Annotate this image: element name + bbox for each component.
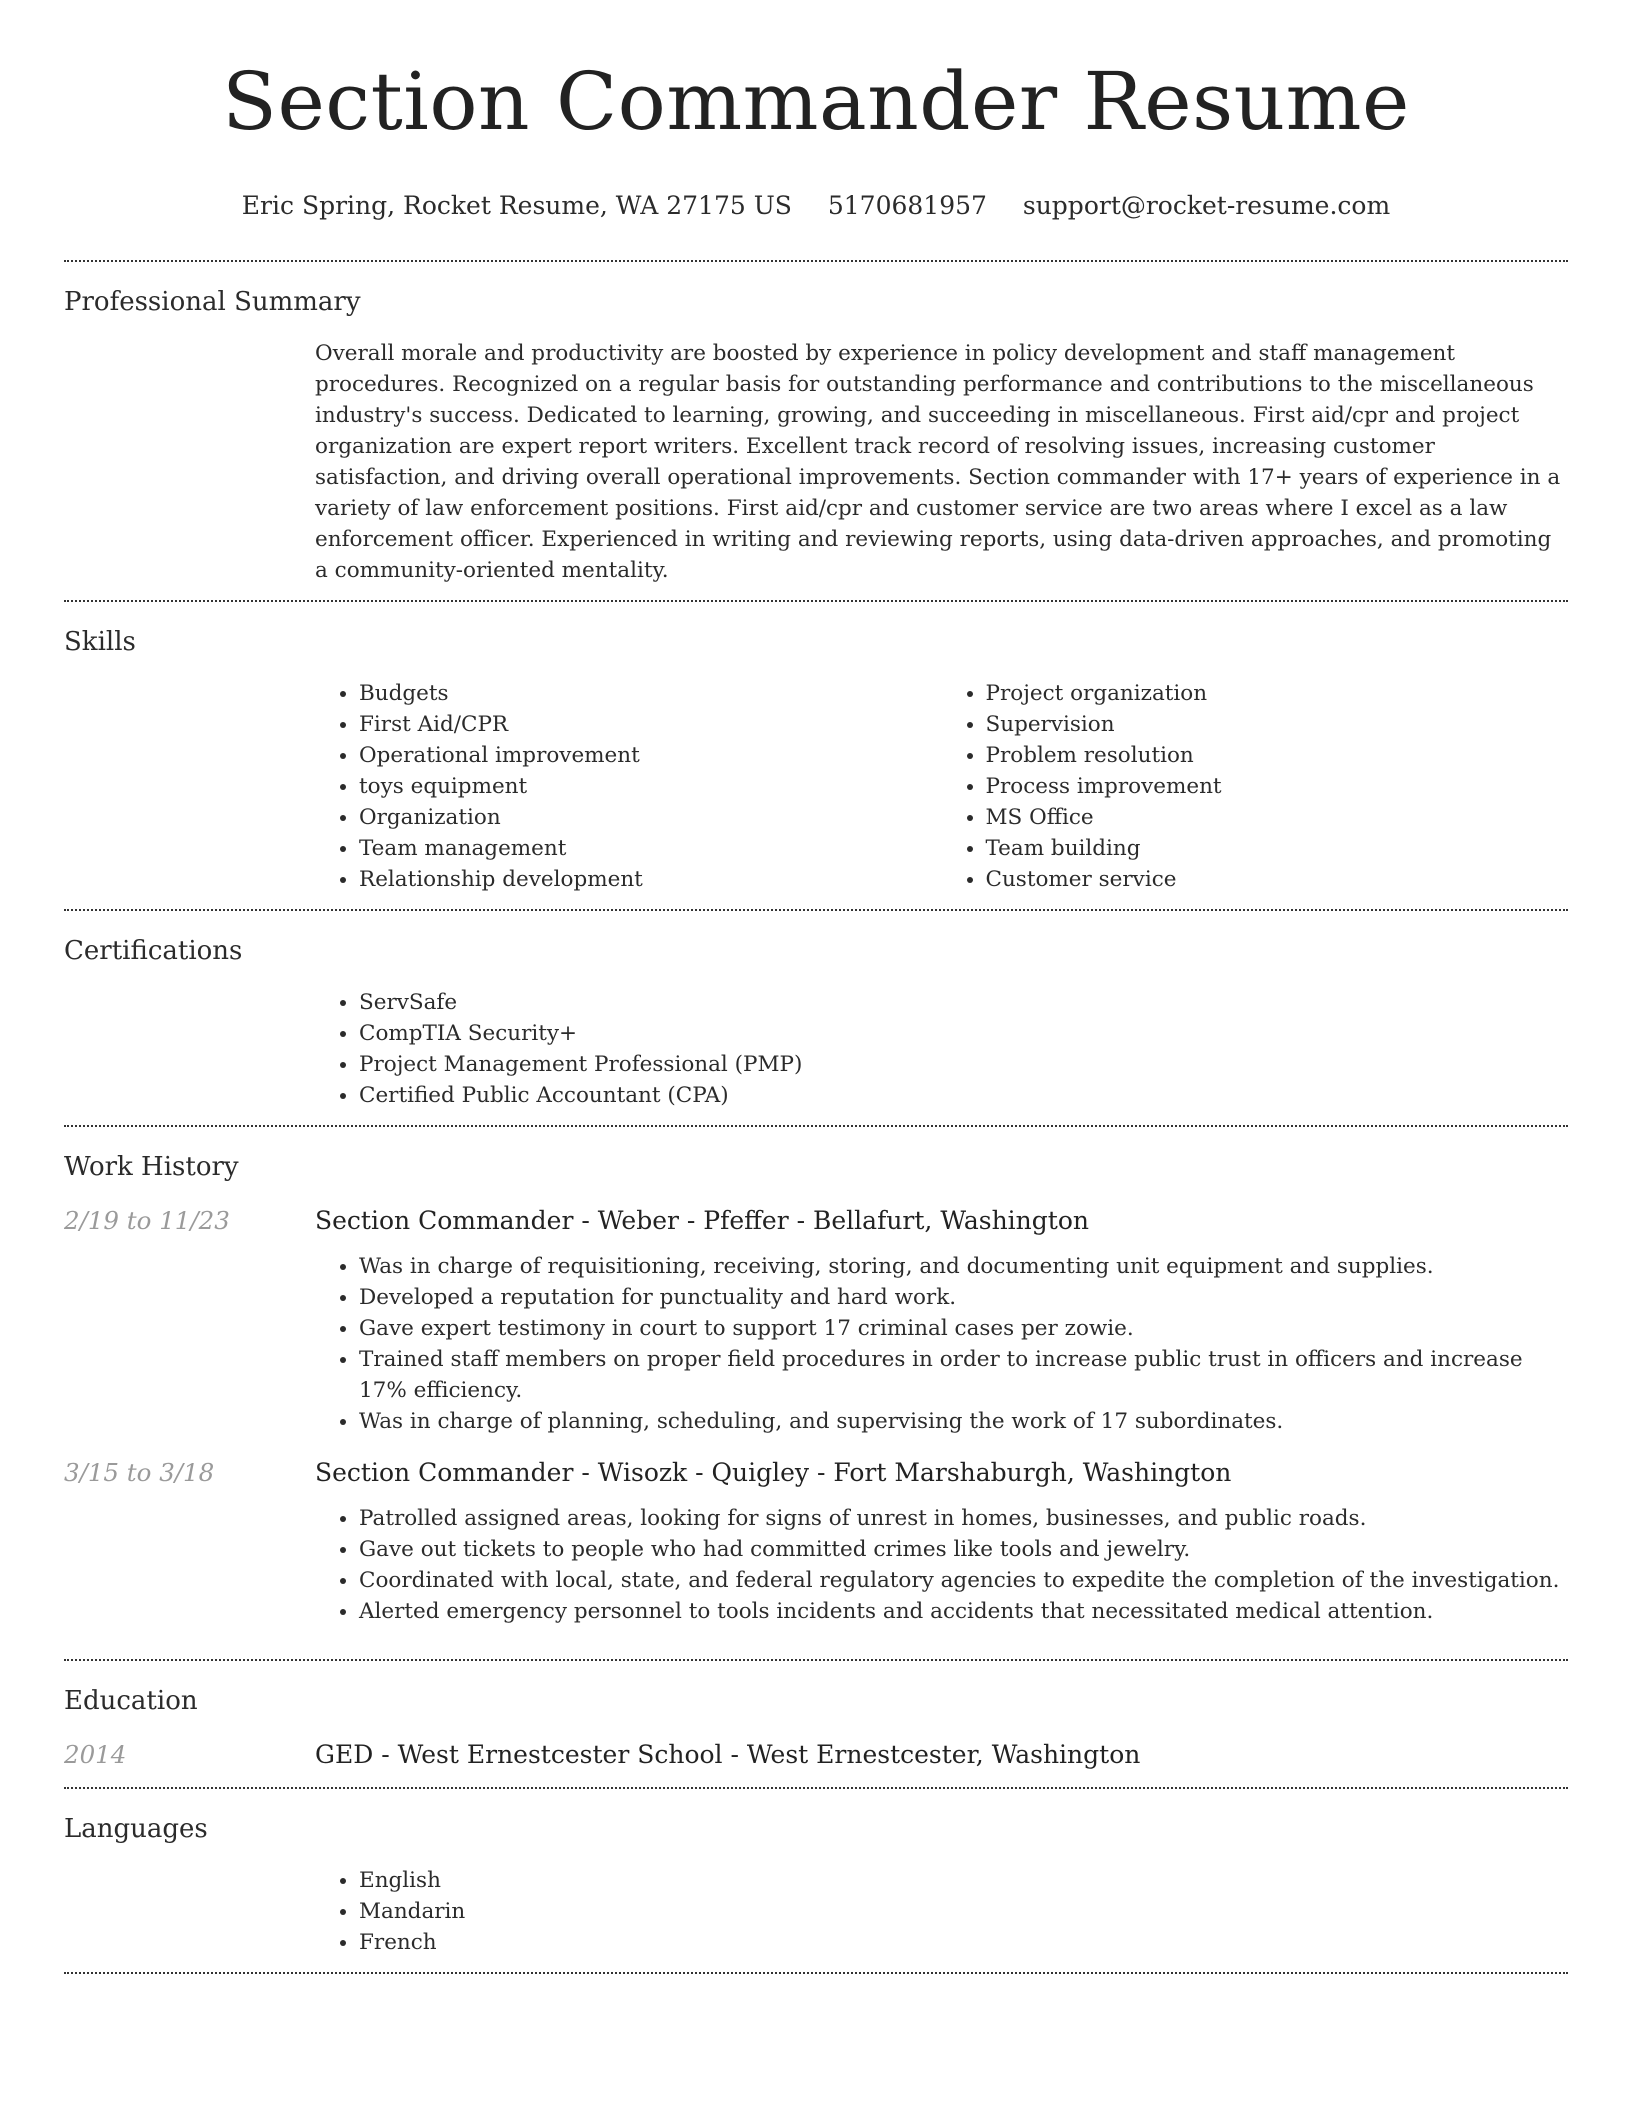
education-section <box>64 1661 1568 1787</box>
list-item: • Was in charge of planning, scheduling, and supervising the work of 17 subordinates. <box>359 1406 1568 1437</box>
job-dates: 2/19 to 11/23 <box>64 1206 230 1235</box>
list-item: • ServSafe <box>359 987 1568 1018</box>
list-item: • Organization <box>359 802 942 833</box>
list-item: • Gave expert testimony in court to support 17 criminal cases per zowie. <box>359 1313 1568 1344</box>
resume-title: Section Commander Resume <box>222 55 1410 148</box>
list-item: • Trained staff members on proper field procedures in order to increase public trust in officers and increase 17% efficiency. <box>359 1344 1568 1406</box>
education-entry <box>64 1737 1568 1773</box>
languages-list <box>315 1865 1568 1958</box>
education-section-title: Education <box>64 1686 198 1716</box>
job-entry <box>64 1203 1568 1437</box>
certifications-section <box>64 911 1568 1125</box>
education-heading: GED - West Ernestcester School - West Ernestcester, Washington <box>315 1740 1141 1769</box>
list-item: • French <box>359 1927 1568 1958</box>
contact-phone[interactable]: 5170681957 <box>827 191 987 220</box>
list-item: • Patrolled assigned areas, looking for signs of unrest in homes, businesses, and public roads. <box>359 1503 1568 1534</box>
list-item: • Budgets <box>359 678 942 709</box>
list-item: • Project Management Professional (PMP) <box>359 1049 1568 1080</box>
job-bullets <box>315 1503 1568 1627</box>
list-item: • CompTIA Security+ <box>359 1018 1568 1049</box>
work-history-section <box>64 1127 1568 1659</box>
section-divider <box>64 1972 1568 1974</box>
list-item: • Developed a reputation for punctuality and hard work. <box>359 1282 1568 1313</box>
list-item: • Was in charge of requisitioning, receiving, storing, and documenting unit equipment and supplies. <box>359 1251 1568 1282</box>
skills-list-right <box>942 678 1569 895</box>
job-bullets <box>315 1251 1568 1437</box>
education-year: 2014 <box>64 1740 127 1769</box>
job-dates: 3/15 to 3/18 <box>64 1458 215 1487</box>
job-heading: Section Commander - Weber - Pfeffer - Bellafurt, Washington <box>315 1206 1089 1235</box>
languages-section-title: Languages <box>64 1814 208 1844</box>
list-item: • Relationship development <box>359 864 942 895</box>
list-item: • English <box>359 1865 1568 1896</box>
certifications-list <box>315 987 1568 1111</box>
list-item: • Alerted emergency personnel to tools incidents and accidents that necessitated medical attention. <box>359 1596 1568 1627</box>
summary-section <box>64 262 1568 600</box>
list-item: • Operational improvement <box>359 740 942 771</box>
contact-address: Eric Spring, Rocket Resume, WA 27175 US <box>241 191 792 220</box>
languages-section <box>64 1789 1568 1972</box>
skills-section-title: Skills <box>64 627 136 657</box>
summary-text: Overall morale and productivity are boosted by experience in policy development and staff management procedures. Recognized on a regular basis for outstanding performance and contributions to the miscellaneous industry's success. Dedicated to learning, growing, and succeeding in miscellaneous. First aid/cpr and project organization are expert report writers. Excellent track record of resolving issues, increasing customer satisfaction, and driving overall operational improvements. Section commander with 17+ years of experience in a variety of law enforcement positions. First aid/cpr and customer service are two areas where I excel as a law enforcement officer. Experienced in writing and reviewing reports, using data-driven approaches, and promoting a community-oriented mentality. <box>315 341 1561 583</box>
list-item: • Process improvement <box>986 771 1569 802</box>
contact-line <box>64 188 1568 224</box>
job-entry <box>64 1455 1568 1627</box>
list-item: • Coordinated with local, state, and federal regulatory agencies to expedite the completion of the investigation. <box>359 1565 1568 1596</box>
work-history-section-title: Work History <box>64 1152 239 1182</box>
list-item: • Supervision <box>986 709 1569 740</box>
list-item: • Certified Public Accountant (CPA) <box>359 1080 1568 1111</box>
list-item: • First Aid/CPR <box>359 709 942 740</box>
list-item: • Mandarin <box>359 1896 1568 1927</box>
skills-list-left <box>315 678 942 895</box>
certifications-section-title: Certifications <box>64 936 243 966</box>
list-item: • Team management <box>359 833 942 864</box>
summary-section-title: Professional Summary <box>64 287 361 317</box>
list-item: • Gave out tickets to people who had committed crimes like tools and jewelry. <box>359 1534 1568 1565</box>
list-item: • Problem resolution <box>986 740 1569 771</box>
list-item: • MS Office <box>986 802 1569 833</box>
job-heading: Section Commander - Wisozk - Quigley - Fort Marshaburgh, Washington <box>315 1458 1232 1487</box>
skills-section <box>64 602 1568 909</box>
list-item: • toys equipment <box>359 771 942 802</box>
list-item: • Customer service <box>986 864 1569 895</box>
list-item: • Project organization <box>986 678 1569 709</box>
contact-email[interactable]: support@rocket-resume.com <box>1022 191 1391 220</box>
list-item: • Team building <box>986 833 1569 864</box>
